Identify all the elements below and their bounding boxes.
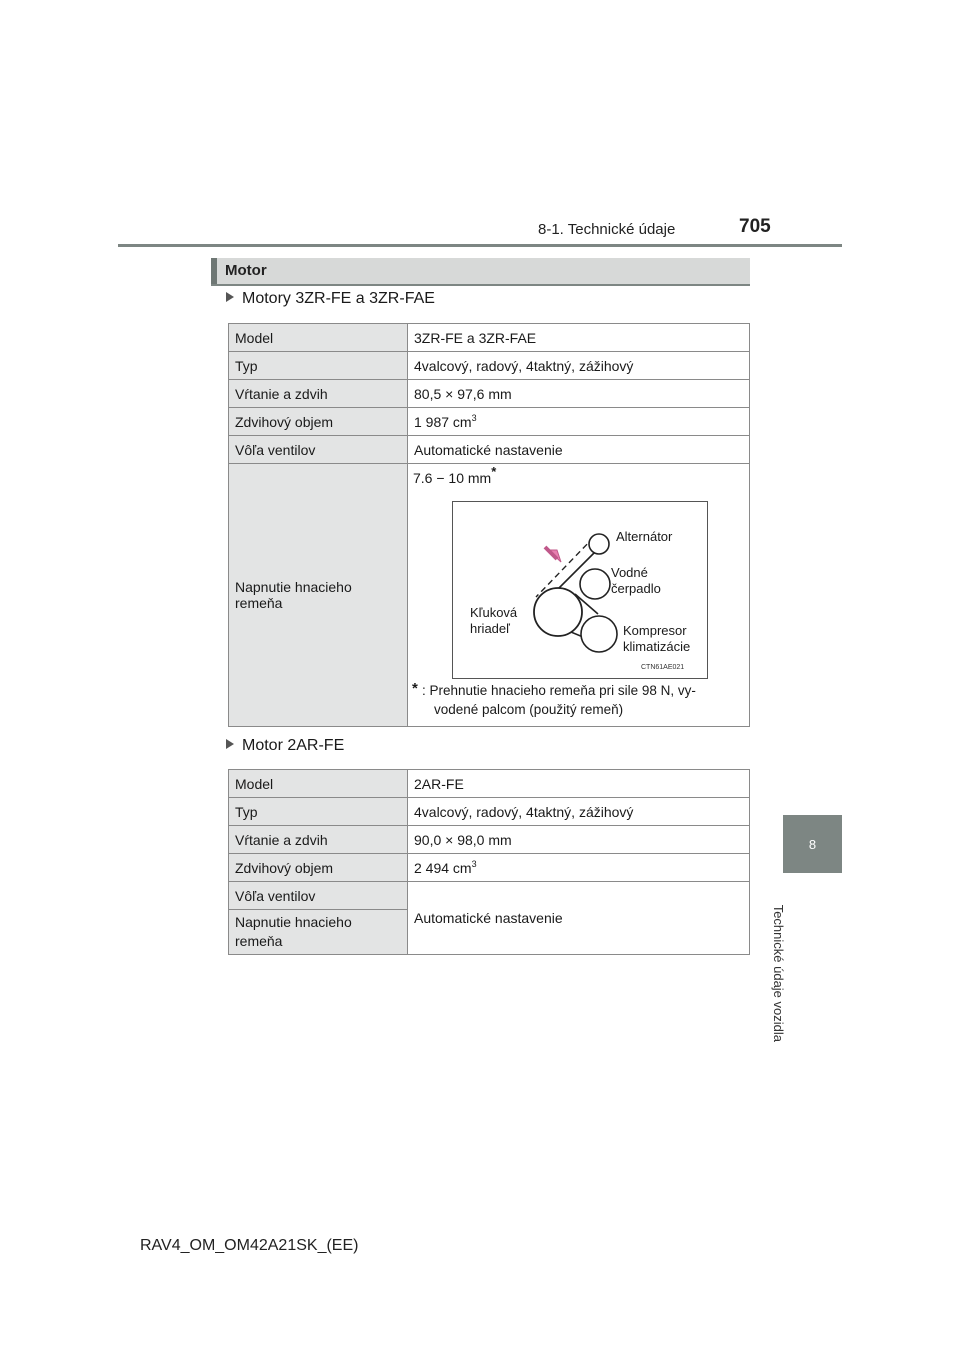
chapter-number: 8 bbox=[808, 836, 817, 852]
table-row bbox=[229, 380, 750, 408]
spec-key: Vŕtanie a zdvih bbox=[229, 380, 408, 408]
table-row bbox=[229, 826, 750, 854]
footnote-text-line-2: vodené palcom (použitý remeň) bbox=[434, 702, 624, 717]
spec-value: Automatické nastavenie bbox=[408, 436, 750, 464]
spec-key: Model bbox=[229, 770, 408, 798]
unit-exponent: 3 bbox=[471, 858, 477, 869]
engine-a-heading-text: Motory 3ZR-FE a 3ZR-FAE bbox=[242, 290, 435, 307]
compressor-pulley bbox=[581, 616, 617, 652]
water-pump-label: Vodné čerpadlo bbox=[611, 565, 661, 596]
tension-text: 7.6 − 10 mm bbox=[413, 470, 492, 486]
spec-value: 90,0 × 98,0 mm bbox=[408, 826, 750, 854]
footnote-marker: * bbox=[491, 464, 497, 479]
spec-key: Typ bbox=[229, 798, 408, 826]
engine-b-spec-table bbox=[228, 769, 750, 955]
spec-key: Zdvihový objem bbox=[229, 408, 408, 436]
triangle-bullet-icon bbox=[226, 292, 234, 302]
engine-b-heading-text: Motor 2AR-FE bbox=[242, 737, 345, 754]
table-row bbox=[229, 770, 750, 798]
spec-value-merged: Automatické nastavenie bbox=[408, 882, 750, 955]
unit-exponent: 3 bbox=[471, 412, 477, 423]
engine-a-spec-table bbox=[228, 323, 750, 727]
spec-key: Zdvihový objem bbox=[229, 854, 408, 882]
spec-value: 2AR-FE bbox=[408, 770, 750, 798]
table-row bbox=[229, 882, 750, 910]
spec-key: Vôľa ventilov bbox=[229, 882, 408, 910]
spec-key: Napnutie hnacieho remeňa bbox=[229, 464, 408, 727]
spec-key: Vŕtanie a zdvih bbox=[229, 826, 408, 854]
table-row bbox=[229, 464, 750, 727]
chapter-tab[interactable] bbox=[783, 815, 842, 873]
table-row bbox=[229, 854, 750, 882]
spec-value: 80,5 × 97,6 mm bbox=[408, 380, 750, 408]
chapter-label: Technické údaje vozidla bbox=[771, 904, 786, 1042]
spec-key: Napnutie hnacieho remeňa bbox=[229, 910, 408, 955]
table-row bbox=[229, 352, 750, 380]
spec-key: Vôľa ventilov bbox=[229, 436, 408, 464]
spec-value bbox=[408, 408, 750, 436]
spec-value: 4valcový, radový, 4taktný, zážihový bbox=[408, 352, 750, 380]
section-title: Motor bbox=[225, 262, 267, 279]
spec-key: Model bbox=[229, 324, 408, 352]
spec-key: Typ bbox=[229, 352, 408, 380]
engine-b-heading bbox=[226, 737, 344, 755]
belt-tension-cell bbox=[408, 464, 750, 727]
footnote-text-line-1: : Prehnutie hnacieho remeňa pri sile 98 N, vy- bbox=[422, 683, 696, 698]
spec-value: 3ZR-FE a 3ZR-FAE bbox=[408, 324, 750, 352]
table-row bbox=[229, 408, 750, 436]
alternator-pulley bbox=[589, 534, 609, 554]
belt-diagram bbox=[452, 501, 708, 679]
diagram-code: CTN61AE021 bbox=[641, 664, 685, 671]
alternator-label: Alternátor bbox=[616, 529, 673, 544]
compressor-label: Kompresor klimatizácie bbox=[623, 623, 691, 654]
crankshaft-label: Kľuková hriadeľ bbox=[470, 605, 518, 636]
header-divider bbox=[118, 244, 842, 247]
crankshaft-pulley bbox=[534, 588, 582, 636]
table-row bbox=[229, 436, 750, 464]
displacement-value: 1 987 cm bbox=[414, 413, 472, 430]
spec-value: 4valcový, radový, 4taktný, zážihový bbox=[408, 798, 750, 826]
section-header: 8-1. Technické údaje bbox=[538, 221, 676, 238]
page-number: 705 bbox=[739, 216, 771, 237]
belt-tension-value bbox=[413, 464, 497, 486]
document-code: RAV4_OM_OM42A21SK_(EE) bbox=[140, 1237, 359, 1254]
footnote-marker: * bbox=[412, 680, 418, 697]
displacement-value: 2 494 cm bbox=[414, 859, 472, 876]
spec-value bbox=[408, 854, 750, 882]
table-row bbox=[229, 798, 750, 826]
water-pump-pulley bbox=[580, 569, 610, 599]
section-title-bar bbox=[211, 258, 750, 286]
table-row bbox=[229, 324, 750, 352]
engine-a-heading bbox=[226, 290, 435, 308]
triangle-bullet-icon bbox=[226, 739, 234, 749]
